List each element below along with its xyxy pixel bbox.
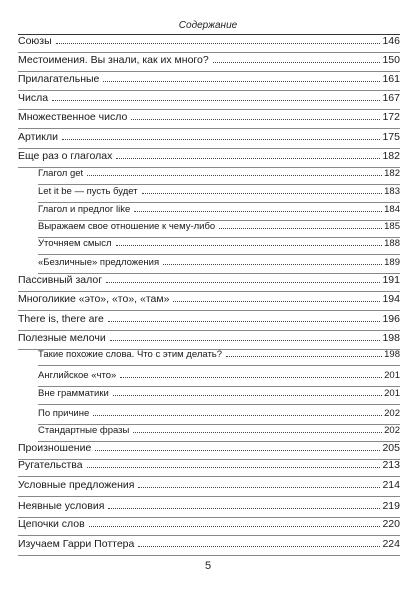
toc-entry-page: 175 xyxy=(382,131,400,143)
toc-entry-label: Множественное число xyxy=(18,111,128,123)
dot-leader xyxy=(173,301,380,302)
toc-entry-label: Глагол и предлог like xyxy=(38,204,131,215)
toc-entry xyxy=(18,479,400,491)
toc-entry xyxy=(18,54,400,66)
entry-rule xyxy=(18,90,400,91)
dot-leader xyxy=(219,228,382,229)
toc-entry-label: Неявные условия xyxy=(18,500,105,512)
entry-rule xyxy=(38,365,400,366)
dot-leader xyxy=(108,508,380,509)
entry-rule xyxy=(18,310,400,311)
toc-entry-label: Произношение xyxy=(18,442,92,454)
dot-leader xyxy=(138,487,380,488)
dot-leader xyxy=(87,467,381,468)
dot-leader xyxy=(62,139,380,140)
toc-subentry xyxy=(18,425,400,436)
toc-entry-label: Ругательства xyxy=(18,459,83,471)
page-number: 5 xyxy=(204,560,212,572)
toc-subentry xyxy=(18,238,400,249)
toc-entry xyxy=(18,518,400,530)
toc-entry-page: 194 xyxy=(382,293,400,305)
dot-leader xyxy=(120,377,382,378)
entry-rule xyxy=(38,404,400,405)
toc-entry-label: По причине xyxy=(38,408,90,419)
entry-rule xyxy=(18,71,400,72)
toc-subentry xyxy=(18,204,400,215)
dot-leader xyxy=(52,100,380,101)
dot-leader xyxy=(108,321,381,322)
toc-subentry xyxy=(18,257,400,268)
toc-entry-page: 182 xyxy=(384,168,400,179)
dot-leader xyxy=(163,264,382,265)
toc-entry-page: 183 xyxy=(384,186,400,197)
entry-rule xyxy=(18,535,400,536)
entry-rule xyxy=(38,184,400,185)
entry-rule xyxy=(38,254,400,255)
toc-entry-label: Еще раз о глаголах xyxy=(18,150,113,162)
toc-entry-page: 189 xyxy=(384,257,400,268)
toc-entry xyxy=(18,73,400,85)
dot-leader xyxy=(89,526,381,527)
toc-entry-label: Вне грамматики xyxy=(38,388,109,399)
dot-leader xyxy=(226,356,382,357)
dot-leader xyxy=(113,395,382,396)
toc-entry-label: There is, there are xyxy=(18,313,104,325)
toc-entry-label: Уточняем смысл xyxy=(38,238,112,249)
dot-leader xyxy=(142,193,383,194)
toc-subentry xyxy=(18,408,400,419)
toc-entry-page: 214 xyxy=(382,479,400,491)
toc-entry xyxy=(18,111,400,123)
toc-entry xyxy=(18,538,400,550)
toc-entry-label: Местоимения. Вы знали, как их много? xyxy=(18,54,209,66)
entry-rule xyxy=(18,476,400,477)
toc-entry-label: Let it be — пусть будет xyxy=(38,186,138,197)
toc-entry xyxy=(18,442,400,454)
toc-entry-page: 172 xyxy=(382,111,400,123)
toc-entry-label: Цепочки слов xyxy=(18,518,85,530)
toc-entry-label: Выражаем свое отношение к чему-либо xyxy=(38,221,216,232)
dot-leader xyxy=(93,415,382,416)
dot-leader xyxy=(138,546,380,547)
toc-entry-label: Английское «что» xyxy=(38,370,117,381)
dot-leader xyxy=(106,282,380,283)
toc-entry-label: Стандартные фразы xyxy=(38,425,130,436)
toc-entry-page: 188 xyxy=(384,238,400,249)
toc-entry xyxy=(18,332,400,344)
dot-leader xyxy=(213,62,381,63)
entry-rule xyxy=(38,386,400,387)
toc-entry-page: 202 xyxy=(384,425,400,436)
dot-leader xyxy=(110,340,381,341)
entry-rule xyxy=(18,128,400,129)
toc-subentry xyxy=(18,168,400,179)
entry-rule xyxy=(18,555,400,556)
toc-entry-label: Полезные мелочи xyxy=(18,332,106,344)
toc-entry-label: Союзы xyxy=(18,35,52,47)
toc-entry xyxy=(18,35,400,47)
dot-leader xyxy=(103,81,380,82)
dot-leader xyxy=(116,245,383,246)
toc-entry-page: 202 xyxy=(384,408,400,419)
toc-entry-label: Условные предложения xyxy=(18,479,135,491)
toc-entry-label: Изучаем Гарри Поттера xyxy=(18,538,135,550)
toc-entry-label: Многоликие «это», «то», «там» xyxy=(18,293,170,305)
toc-entry-page: 198 xyxy=(382,332,400,344)
toc-entry-page: 201 xyxy=(384,388,400,399)
toc-subentry xyxy=(18,186,400,197)
toc-entry xyxy=(18,459,400,471)
toc-entry-page: 201 xyxy=(384,370,400,381)
toc-subentry xyxy=(18,221,400,232)
entry-rule xyxy=(18,148,400,149)
toc-entry-page: 146 xyxy=(382,35,400,47)
toc-entry-label: Прилагательные xyxy=(18,73,100,85)
toc-entry xyxy=(18,274,400,286)
toc-entry-label: Числа xyxy=(18,92,49,104)
toc-entry xyxy=(18,293,400,305)
toc-entry xyxy=(18,313,400,325)
dot-leader xyxy=(56,43,381,44)
dot-leader xyxy=(95,450,380,451)
toc-subentry xyxy=(18,388,400,399)
toc-entry-page: 196 xyxy=(382,313,400,325)
toc-entry-page: 198 xyxy=(384,349,400,360)
toc-entry-label: Артикли xyxy=(18,131,58,143)
toc-entry-page: 161 xyxy=(382,73,400,85)
toc-entry-page: 184 xyxy=(384,204,400,215)
toc-entry-label: Пассивный залог xyxy=(18,274,103,286)
dot-leader xyxy=(116,158,380,159)
toc-entry xyxy=(18,92,400,104)
toc-entry-page: 220 xyxy=(382,518,400,530)
toc-entry-page: 219 xyxy=(382,500,400,512)
toc-entry-page: 224 xyxy=(382,538,400,550)
entry-rule xyxy=(18,52,400,53)
toc-entry xyxy=(18,150,400,162)
toc-entry-label: Глагол get xyxy=(38,168,84,179)
toc-entry-page: 185 xyxy=(384,221,400,232)
running-head-title: Содержание xyxy=(178,20,238,31)
toc-entry-page: 213 xyxy=(382,459,400,471)
entry-rule xyxy=(18,109,400,110)
toc-entry-page: 182 xyxy=(382,150,400,162)
dot-leader xyxy=(134,211,382,212)
toc-entry-page: 205 xyxy=(382,442,400,454)
entry-rule xyxy=(18,291,400,292)
entry-rule xyxy=(18,496,400,497)
dot-leader xyxy=(131,119,380,120)
toc-entry-label: «Безличные» предложения xyxy=(38,257,160,268)
dot-leader xyxy=(87,175,382,176)
toc-entry-page: 150 xyxy=(382,54,400,66)
toc-entry xyxy=(18,131,400,143)
toc-subentry xyxy=(18,370,400,381)
toc-entry xyxy=(18,500,400,512)
toc-entry-page: 191 xyxy=(382,274,400,286)
entry-rule xyxy=(38,202,400,203)
dot-leader xyxy=(133,432,382,433)
toc-entry-label: Такие похожие слова. Что с этим делать? xyxy=(38,349,223,360)
toc-entry-page: 167 xyxy=(382,92,400,104)
entry-rule xyxy=(18,330,400,331)
toc-subentry xyxy=(18,349,400,360)
